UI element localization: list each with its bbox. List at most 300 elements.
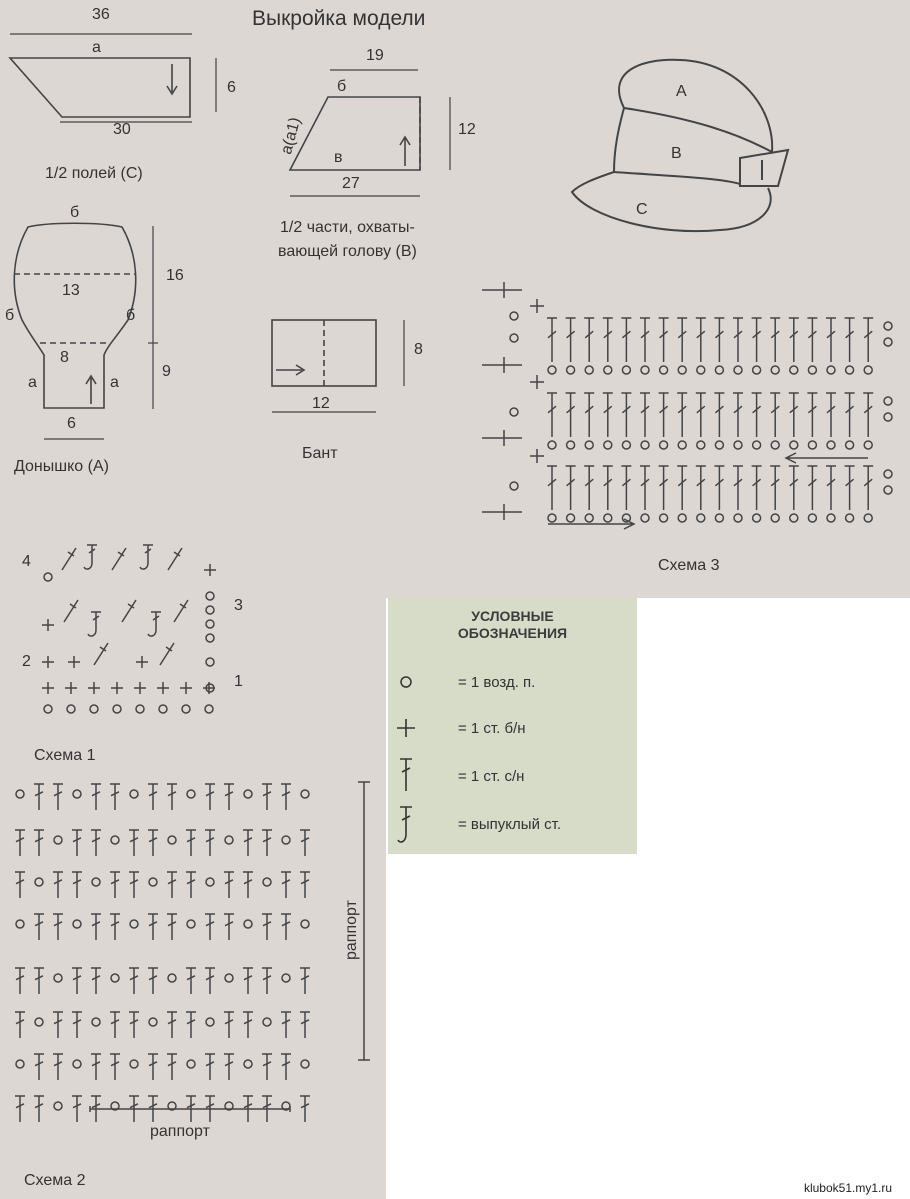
chain-stitch bbox=[567, 514, 575, 522]
legend-text-post: = выпуклый ст. bbox=[458, 816, 561, 833]
legend-text-double: = 1 ст. с/н bbox=[458, 768, 525, 785]
double-crochet-stitch bbox=[863, 318, 873, 362]
double-crochet-stitch bbox=[148, 968, 158, 994]
chain-stitch bbox=[753, 441, 761, 449]
side-top-width: 19 bbox=[366, 47, 384, 64]
chain-stitch bbox=[827, 366, 835, 374]
crossed-stitch bbox=[94, 643, 108, 665]
chain-stitch bbox=[510, 482, 518, 490]
crown-narrow-width: 8 bbox=[60, 349, 69, 366]
scheme2-caption: Схема 2 bbox=[24, 1172, 86, 1189]
double-crochet-stitch bbox=[677, 393, 687, 437]
legend-row-post bbox=[388, 806, 637, 846]
chain-stitch bbox=[641, 514, 649, 522]
chain-stitch bbox=[187, 790, 195, 798]
chain-stitch bbox=[73, 1060, 81, 1068]
double-crochet-stitch bbox=[167, 872, 177, 898]
side-stitch bbox=[482, 357, 522, 373]
double-crochet-stitch bbox=[696, 393, 706, 437]
chain-stitch bbox=[206, 620, 214, 628]
chain-stitch bbox=[187, 920, 195, 928]
chain-stitch bbox=[567, 441, 575, 449]
brim-height: 6 bbox=[227, 79, 236, 96]
chain-stitch bbox=[35, 1018, 43, 1026]
chain-stitch bbox=[697, 441, 705, 449]
chain-stitch bbox=[864, 441, 872, 449]
chain-stitch bbox=[92, 1018, 100, 1026]
page-title: Выкройка модели bbox=[252, 7, 426, 30]
single-crochet-stitch bbox=[136, 656, 148, 668]
double-crochet-stitch bbox=[72, 830, 82, 856]
chain-stitch bbox=[263, 1018, 271, 1026]
double-crochet-stitch bbox=[789, 318, 799, 362]
chain-stitch bbox=[225, 836, 233, 844]
chain-stitch bbox=[149, 878, 157, 886]
double-crochet-stitch bbox=[281, 914, 291, 940]
double-crochet-stitch bbox=[167, 1012, 177, 1038]
chain-stitch bbox=[641, 441, 649, 449]
double-crochet-stitch bbox=[224, 1012, 234, 1038]
double-crochet-stitch bbox=[243, 1012, 253, 1038]
double-crochet-stitch bbox=[300, 872, 310, 898]
double-crochet-stitch bbox=[205, 830, 215, 856]
chain-stitch bbox=[771, 514, 779, 522]
double-crochet-stitch bbox=[603, 318, 613, 362]
single-crochet-stitch bbox=[68, 656, 80, 668]
double-crochet-stitch bbox=[845, 318, 855, 362]
chain-stitch bbox=[678, 366, 686, 374]
chain-stitch bbox=[136, 705, 144, 713]
double-crochet-stitch bbox=[262, 830, 272, 856]
double-crochet-stitch bbox=[129, 830, 139, 856]
crossed-stitch bbox=[62, 548, 76, 570]
chain-stitch bbox=[187, 1060, 195, 1068]
double-crochet-stitch bbox=[53, 784, 63, 810]
scheme2-repeat-vertical: раппорт bbox=[343, 900, 360, 960]
chain-stitch bbox=[168, 974, 176, 982]
chain-stitch bbox=[604, 514, 612, 522]
chain-icon bbox=[394, 670, 418, 694]
chain-stitch bbox=[182, 705, 190, 713]
chain-stitch bbox=[771, 441, 779, 449]
chain-stitch bbox=[790, 514, 798, 522]
double-crochet-stitch bbox=[752, 466, 762, 510]
chain-stitch bbox=[111, 836, 119, 844]
side-left-label: а(а1) bbox=[278, 115, 305, 157]
chain-stitch bbox=[808, 366, 816, 374]
crown-right-label: б bbox=[126, 307, 136, 324]
double-crochet-stitch bbox=[281, 1012, 291, 1038]
chain-stitch bbox=[660, 514, 668, 522]
legend-row-chain bbox=[388, 670, 637, 694]
double-crochet-stitch bbox=[15, 968, 25, 994]
chain-stitch bbox=[301, 1060, 309, 1068]
double-crochet-stitch bbox=[224, 914, 234, 940]
crossed-stitch bbox=[64, 600, 78, 622]
double-crochet-stitch bbox=[34, 830, 44, 856]
chain-stitch bbox=[111, 974, 119, 982]
chain-stitch bbox=[585, 514, 593, 522]
double-crochet-stitch bbox=[659, 318, 669, 362]
side-top-label: б bbox=[337, 78, 347, 95]
chain-stitch bbox=[715, 514, 723, 522]
double-crochet-stitch bbox=[300, 830, 310, 856]
chain-stitch bbox=[130, 920, 138, 928]
double-crochet-stitch bbox=[603, 393, 613, 437]
double-crochet-stitch bbox=[640, 466, 650, 510]
chain-stitch bbox=[753, 366, 761, 374]
chain-stitch bbox=[660, 366, 668, 374]
chain-stitch bbox=[73, 790, 81, 798]
single-crochet-stitch bbox=[204, 564, 216, 576]
double-crochet-stitch bbox=[584, 393, 594, 437]
chain-stitch bbox=[641, 366, 649, 374]
side-caption-line1: 1/2 части, охваты- bbox=[280, 219, 415, 236]
crown-bottom-right: а bbox=[110, 374, 119, 391]
single-crochet-stitch bbox=[530, 449, 544, 463]
double-crochet-stitch bbox=[91, 830, 101, 856]
double-crochet-stitch bbox=[262, 968, 272, 994]
chain-stitch bbox=[548, 441, 556, 449]
post-stitch bbox=[140, 545, 153, 569]
double-crochet-stitch bbox=[224, 1054, 234, 1080]
single-crochet-stitch bbox=[157, 682, 169, 694]
crown-top-label: б bbox=[70, 204, 80, 221]
single-crochet-stitch bbox=[65, 682, 77, 694]
chain-stitch bbox=[715, 441, 723, 449]
double-crochet-stitch bbox=[826, 466, 836, 510]
single-crochet-stitch bbox=[180, 682, 192, 694]
double-crochet-stitch bbox=[243, 830, 253, 856]
double-crochet-stitch bbox=[186, 872, 196, 898]
double-crochet-stitch bbox=[281, 1054, 291, 1080]
hat-part-c: С bbox=[636, 201, 648, 218]
chain-stitch bbox=[54, 974, 62, 982]
single-crochet-stitch bbox=[530, 299, 544, 313]
chain-stitch bbox=[206, 606, 214, 614]
double-crochet-stitch bbox=[110, 914, 120, 940]
bow-width: 12 bbox=[312, 395, 330, 412]
chain-stitch bbox=[225, 974, 233, 982]
chain-stitch bbox=[790, 441, 798, 449]
double-crochet-stitch bbox=[696, 318, 706, 362]
double-crochet-stitch bbox=[547, 318, 557, 362]
double-crochet-stitch bbox=[547, 393, 557, 437]
brim-bottom-width: 30 bbox=[113, 121, 131, 138]
double-crochet-stitch bbox=[15, 872, 25, 898]
double-crochet-stitch bbox=[281, 784, 291, 810]
chain-stitch bbox=[846, 366, 854, 374]
side-caption-line2: вающей голову (В) bbox=[278, 243, 417, 260]
chain-stitch bbox=[206, 592, 214, 600]
crown-caption: Донышко (А) bbox=[14, 458, 109, 475]
legend-row-double bbox=[388, 758, 637, 792]
post-stitch bbox=[148, 612, 161, 636]
double-crochet-stitch bbox=[863, 393, 873, 437]
chain-stitch bbox=[884, 397, 892, 405]
crossed-stitch bbox=[168, 548, 182, 570]
double-crochet-stitch bbox=[91, 968, 101, 994]
chain-stitch bbox=[808, 514, 816, 522]
crown-left-label: б bbox=[5, 307, 15, 324]
double-crochet-stitch bbox=[72, 872, 82, 898]
bow-caption: Бант bbox=[302, 445, 338, 462]
chain-stitch bbox=[206, 878, 214, 886]
double-crochet-stitch bbox=[677, 318, 687, 362]
chain-stitch bbox=[244, 920, 252, 928]
double-crochet-stitch bbox=[205, 914, 215, 940]
double-crochet-stitch bbox=[34, 968, 44, 994]
chain-stitch bbox=[884, 338, 892, 346]
double-crochet-stitch bbox=[243, 872, 253, 898]
double-crochet-stitch bbox=[34, 914, 44, 940]
chain-stitch bbox=[282, 974, 290, 982]
legend-text-chain: = 1 возд. п. bbox=[458, 674, 536, 691]
crown-upper-height: 16 bbox=[166, 267, 184, 284]
chain-stitch bbox=[884, 486, 892, 494]
chain-stitch bbox=[604, 366, 612, 374]
double-crochet-stitch bbox=[148, 784, 158, 810]
double-crochet-stitch bbox=[167, 914, 177, 940]
chain-stitch bbox=[16, 1060, 24, 1068]
double-crochet-stitch bbox=[262, 1054, 272, 1080]
chain-stitch bbox=[827, 441, 835, 449]
double-crochet-stitch bbox=[129, 1012, 139, 1038]
double-crochet-stitch bbox=[34, 784, 44, 810]
chain-stitch bbox=[73, 920, 81, 928]
chain-stitch bbox=[790, 366, 798, 374]
double-crochet-stitch bbox=[807, 318, 817, 362]
chain-stitch bbox=[585, 366, 593, 374]
scheme1-row-1: 1 bbox=[234, 673, 243, 690]
scheme1-caption: Схема 1 bbox=[34, 747, 96, 764]
hat-bow bbox=[740, 150, 788, 186]
scheme2-repeat-horizontal: раппорт bbox=[150, 1123, 210, 1140]
chain-stitch bbox=[734, 441, 742, 449]
chain-stitch bbox=[16, 920, 24, 928]
double-crochet-stitch bbox=[72, 1096, 82, 1122]
chain-stitch bbox=[90, 705, 98, 713]
double-crochet-stitch bbox=[129, 968, 139, 994]
double-crochet-stitch bbox=[186, 968, 196, 994]
single-crochet-stitch bbox=[42, 656, 54, 668]
chain-stitch bbox=[697, 514, 705, 522]
chain-stitch bbox=[54, 836, 62, 844]
chain-stitch bbox=[54, 1102, 62, 1110]
single-crochet-stitch bbox=[42, 619, 54, 631]
chain-stitch bbox=[678, 514, 686, 522]
crossed-stitch bbox=[122, 600, 136, 622]
chain-stitch bbox=[263, 878, 271, 886]
chain-stitch bbox=[16, 790, 24, 798]
chain-stitch bbox=[753, 514, 761, 522]
double-crochet-stitch bbox=[752, 393, 762, 437]
chain-stitch bbox=[734, 366, 742, 374]
single-crochet-stitch bbox=[530, 375, 544, 389]
chain-stitch bbox=[130, 1060, 138, 1068]
chain-stitch bbox=[244, 790, 252, 798]
single-crochet-stitch bbox=[111, 682, 123, 694]
crossed-stitch bbox=[174, 600, 188, 622]
double-crochet-stitch bbox=[733, 466, 743, 510]
chain-stitch bbox=[884, 413, 892, 421]
double-crochet-stitch bbox=[770, 318, 780, 362]
chain-stitch bbox=[622, 366, 630, 374]
double-crochet-stitch bbox=[72, 1012, 82, 1038]
chain-stitch bbox=[846, 441, 854, 449]
side-height: 12 bbox=[458, 121, 476, 138]
double-crochet-stitch bbox=[714, 393, 724, 437]
chain-stitch bbox=[846, 514, 854, 522]
double-crochet-stitch bbox=[714, 466, 724, 510]
chain-stitch bbox=[206, 634, 214, 642]
chain-stitch bbox=[35, 878, 43, 886]
double-crochet-stitch bbox=[547, 466, 557, 510]
double-crochet-stitch bbox=[34, 1096, 44, 1122]
double-crochet-stitch bbox=[603, 466, 613, 510]
double-crochet-stitch bbox=[584, 466, 594, 510]
hat-side bbox=[614, 108, 624, 172]
side-outline bbox=[290, 97, 420, 170]
crown-bottom-width: 6 bbox=[67, 415, 76, 432]
chain-stitch bbox=[92, 878, 100, 886]
double-crochet-stitch bbox=[53, 872, 63, 898]
chain-stitch bbox=[567, 366, 575, 374]
double-crochet-stitch bbox=[53, 1012, 63, 1038]
brim-outline bbox=[10, 58, 190, 117]
double-crochet-stitch bbox=[714, 318, 724, 362]
double-crochet-stitch bbox=[826, 393, 836, 437]
direction-arrow bbox=[548, 519, 634, 529]
chain-stitch bbox=[130, 790, 138, 798]
double-crochet-stitch bbox=[677, 466, 687, 510]
double-crochet-stitch bbox=[789, 466, 799, 510]
bow-piece bbox=[272, 320, 404, 412]
chain-stitch bbox=[604, 441, 612, 449]
double-crochet-stitch bbox=[110, 872, 120, 898]
chain-stitch bbox=[159, 705, 167, 713]
double-crochet-stitch bbox=[91, 914, 101, 940]
double-crochet-stitch bbox=[789, 393, 799, 437]
post-stitch bbox=[88, 612, 101, 636]
chain-stitch bbox=[827, 514, 835, 522]
legend-title-line2: ОБОЗНАЧЕНИЯ bbox=[457, 625, 568, 641]
post-stitch bbox=[84, 545, 97, 569]
chain-stitch bbox=[206, 658, 214, 666]
side-stitch bbox=[482, 430, 522, 446]
chain-stitch bbox=[149, 1018, 157, 1026]
double-crochet-stitch bbox=[733, 393, 743, 437]
side-bottom-width: 27 bbox=[342, 175, 360, 192]
legend-text-single: = 1 ст. б/н bbox=[458, 720, 526, 737]
crossed-stitch bbox=[160, 643, 174, 665]
double-crochet-stitch bbox=[863, 466, 873, 510]
double-crochet-stitch bbox=[770, 393, 780, 437]
hat-crown bbox=[619, 60, 772, 152]
double-crochet-stitch bbox=[566, 393, 576, 437]
chain-stitch bbox=[168, 836, 176, 844]
double-crochet-stitch bbox=[243, 968, 253, 994]
double-crochet-stitch bbox=[186, 830, 196, 856]
double-crochet-stitch bbox=[733, 318, 743, 362]
chain-stitch bbox=[205, 705, 213, 713]
side-stitch bbox=[482, 282, 522, 298]
double-crochet-stitch bbox=[205, 1054, 215, 1080]
double-crochet-stitch bbox=[826, 318, 836, 362]
hat-part-b: В bbox=[671, 145, 682, 162]
double-crochet-stitch bbox=[15, 830, 25, 856]
scheme3-caption: Схема 3 bbox=[658, 557, 720, 574]
double-crochet-stitch bbox=[224, 784, 234, 810]
chain-stitch bbox=[67, 705, 75, 713]
crown-piece bbox=[14, 223, 158, 439]
chain-stitch bbox=[548, 366, 556, 374]
bow-height: 8 bbox=[414, 341, 423, 358]
scheme1-row-3: 3 bbox=[234, 597, 243, 614]
double-crochet-stitch bbox=[770, 466, 780, 510]
chain-stitch bbox=[697, 366, 705, 374]
chain-stitch bbox=[884, 322, 892, 330]
double-crochet-stitch bbox=[300, 968, 310, 994]
chain-stitch bbox=[678, 441, 686, 449]
post-stitch-icon bbox=[394, 806, 418, 846]
double-crochet-stitch bbox=[148, 914, 158, 940]
legend-row-single bbox=[388, 716, 637, 740]
double-crochet-stitch bbox=[584, 318, 594, 362]
chain-stitch bbox=[864, 514, 872, 522]
side-stitch bbox=[482, 504, 522, 520]
chain-stitch bbox=[510, 408, 518, 416]
scheme1-row-2: 2 bbox=[22, 653, 31, 670]
chain-stitch bbox=[44, 705, 52, 713]
chain-stitch bbox=[301, 920, 309, 928]
chain-stitch bbox=[622, 441, 630, 449]
double-crochet-stitch bbox=[281, 872, 291, 898]
double-crochet-stitch bbox=[110, 1012, 120, 1038]
double-crochet-stitch bbox=[621, 393, 631, 437]
single-crochet-icon bbox=[394, 716, 418, 740]
double-crochet-stitch bbox=[34, 1054, 44, 1080]
brim-top-width: 36 bbox=[92, 6, 110, 23]
double-crochet-stitch bbox=[262, 784, 272, 810]
hat-part-a: А bbox=[676, 83, 687, 100]
chain-stitch bbox=[884, 470, 892, 478]
crown-bottom-left: а bbox=[28, 374, 37, 391]
double-crochet-stitch bbox=[15, 1012, 25, 1038]
double-crochet-stitch bbox=[110, 784, 120, 810]
double-crochet-stitch bbox=[845, 393, 855, 437]
double-crochet-stitch bbox=[167, 784, 177, 810]
single-crochet-stitch bbox=[134, 682, 146, 694]
chain-stitch bbox=[206, 1018, 214, 1026]
double-crochet-stitch bbox=[807, 393, 817, 437]
chain-stitch bbox=[301, 790, 309, 798]
chain-stitch bbox=[282, 836, 290, 844]
chain-stitch bbox=[808, 441, 816, 449]
crown-lower-height: 9 bbox=[162, 363, 171, 380]
double-crochet-stitch bbox=[15, 1096, 25, 1122]
double-crochet-stitch bbox=[148, 830, 158, 856]
side-bottom-label: в bbox=[334, 149, 343, 166]
double-crochet-stitch bbox=[53, 1054, 63, 1080]
chain-stitch bbox=[864, 366, 872, 374]
double-crochet-stitch bbox=[129, 872, 139, 898]
double-crochet-stitch bbox=[91, 1054, 101, 1080]
brim-top-label: а bbox=[92, 39, 101, 56]
double-crochet-stitch bbox=[696, 466, 706, 510]
chain-stitch bbox=[510, 312, 518, 320]
double-crochet-stitch bbox=[167, 1054, 177, 1080]
